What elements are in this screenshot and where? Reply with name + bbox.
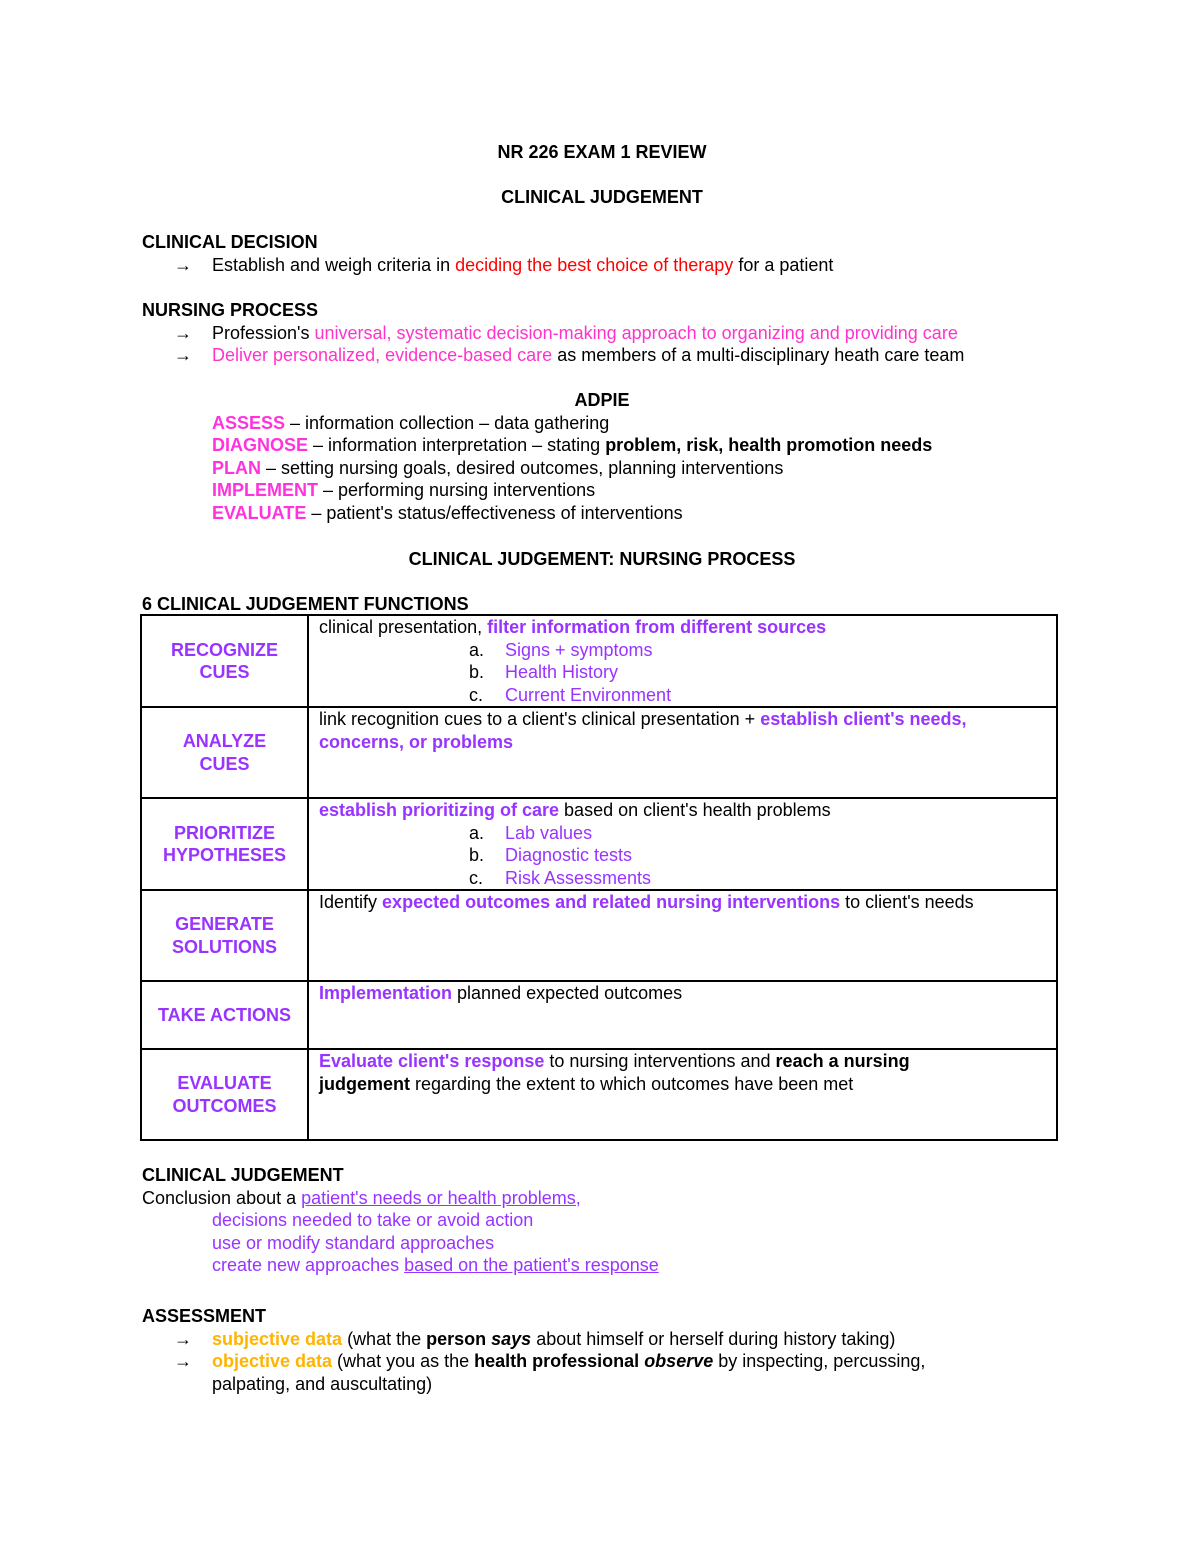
nursing-process-item: → Profession's universal, systematic decision-making approach to organizing and providing care (174, 322, 958, 343)
clinical-decision-item: → Establish and weigh criteria in deciding the best choice of therapy for a patient (174, 254, 834, 275)
table-row (141, 981, 1057, 1049)
row-description: Identify expected outcomes and related nursing interventions to client's needs (308, 890, 1057, 981)
assessment-item-objective: → objective data (what you as the health professional observe by inspecting, percussing, (174, 1351, 926, 1371)
nursing-process-item: → Deliver personalized, evidence-based care as members of a multi-disciplinary heath care team (174, 345, 965, 365)
row-label: GENERATE SOLUTIONS (141, 890, 308, 981)
row-label: ANALYZE CUES (141, 707, 308, 798)
clinical-judgement-section: CLINICAL JUDGEMENT Conclusion about a patient's needs or health problems, decisions needed to take or avoid action use or modify standard approaches create new approaches based on the patient's response (142, 1164, 1062, 1277)
clinical-judgement-line: decisions needed to take or avoid action (212, 1210, 534, 1230)
list-item: c. Current Environment (469, 684, 672, 705)
row-label: PRIORITIZE HYPOTHESES (141, 798, 308, 890)
list-item: b. Health History (469, 662, 619, 682)
row-label: EVALUATE OUTCOMES (141, 1049, 308, 1140)
row-description: Implementation planned expected outcomes (308, 981, 1057, 1049)
table-row (141, 798, 1057, 890)
row-description: link recognition cues to a client's clinical presentation + establish client's needs, concerns, or problems (308, 707, 1057, 798)
row-description: establish prioritizing of care based on client's health problems a. Lab values b. Diagnostic tests c. Risk Assessments (308, 798, 1057, 890)
clinical-judgement-line: use or modify standard approaches (212, 1232, 495, 1253)
row-label: TAKE ACTIONS (141, 981, 308, 1049)
list-item: a. Signs + symptoms (469, 639, 653, 660)
table-row (141, 890, 1057, 981)
highlight-text: Deliver personalized, evidence-based care (212, 345, 553, 365)
adpie-implement: IMPLEMENT – performing nursing interventions (212, 480, 596, 500)
table-row (141, 707, 1057, 798)
adpie-assess: ASSESS – information collection – data gathering (212, 412, 610, 433)
adpie-evaluate: EVALUATE – patient's status/effectiveness of interventions (212, 502, 683, 523)
assessment-heading: ASSESSMENT (142, 1306, 267, 1326)
nursing-process-heading: NURSING PROCESS (142, 300, 319, 320)
assessment-section: ASSESSMENT → subjective data (what the person says about himself or herself during history taking) → objective data (what you as the health professional observe by inspecting, percussing, palpating, and auscultating) (142, 1305, 1062, 1395)
list-item: c. Risk Assessments (469, 867, 652, 888)
cj-nursing-process-heading: CLINICAL JUDGEMENT: NURSING PROCESS (408, 549, 796, 569)
adpie-section (142, 389, 1062, 524)
clinical-judgement-line: create new approaches based on the patient's response (212, 1255, 659, 1275)
list-item: a. Lab values (469, 822, 593, 843)
row-description: clinical presentation, filter information from different sources a. Signs + symptoms b. Health History c. Current Environment (308, 615, 1057, 707)
arrow-icon: → (174, 1351, 192, 1371)
doc-subtitle: CLINICAL JUDGEMENT (501, 187, 703, 207)
highlight-text: deciding the best choice of therapy (455, 254, 734, 275)
assessment-item-subjective: → subjective data (what the person says about himself or herself during history taking) (174, 1328, 896, 1349)
arrow-icon: → (174, 254, 192, 275)
clinical-decision-heading: CLINICAL DECISION (142, 232, 318, 252)
table-row (141, 1049, 1057, 1140)
doc-title: NR 226 EXAM 1 REVIEW (497, 142, 707, 162)
arrow-icon: → (174, 345, 192, 365)
arrow-icon: → (174, 1328, 192, 1349)
adpie-heading: ADPIE (574, 390, 630, 410)
list-item: b. Diagnostic tests (469, 845, 633, 865)
row-description: Evaluate client's response to nursing interventions and reach a nursing judgement regarding the extent to which outcomes have been met (308, 1049, 1057, 1140)
nursing-process-section (142, 299, 1062, 367)
table-row (141, 615, 1057, 707)
adpie-plan: PLAN – setting nursing goals, desired outcomes, planning interventions (212, 457, 784, 478)
clinical-decision-section (142, 231, 1062, 276)
highlight-text: universal, systematic decision-making approach to organizing and providing care (314, 322, 958, 343)
clinical-judgement-heading: CLINICAL JUDGEMENT (142, 1165, 344, 1185)
clinical-judgement-functions-table (140, 614, 1058, 1141)
row-label: RECOGNIZE CUES (141, 615, 308, 707)
functions-heading: 6 CLINICAL JUDGEMENT FUNCTIONS (142, 594, 469, 614)
arrow-icon: → (174, 322, 192, 343)
adpie-diagnose: DIAGNOSE – information interpretation – stating problem, risk, health promotion needs (212, 435, 933, 455)
